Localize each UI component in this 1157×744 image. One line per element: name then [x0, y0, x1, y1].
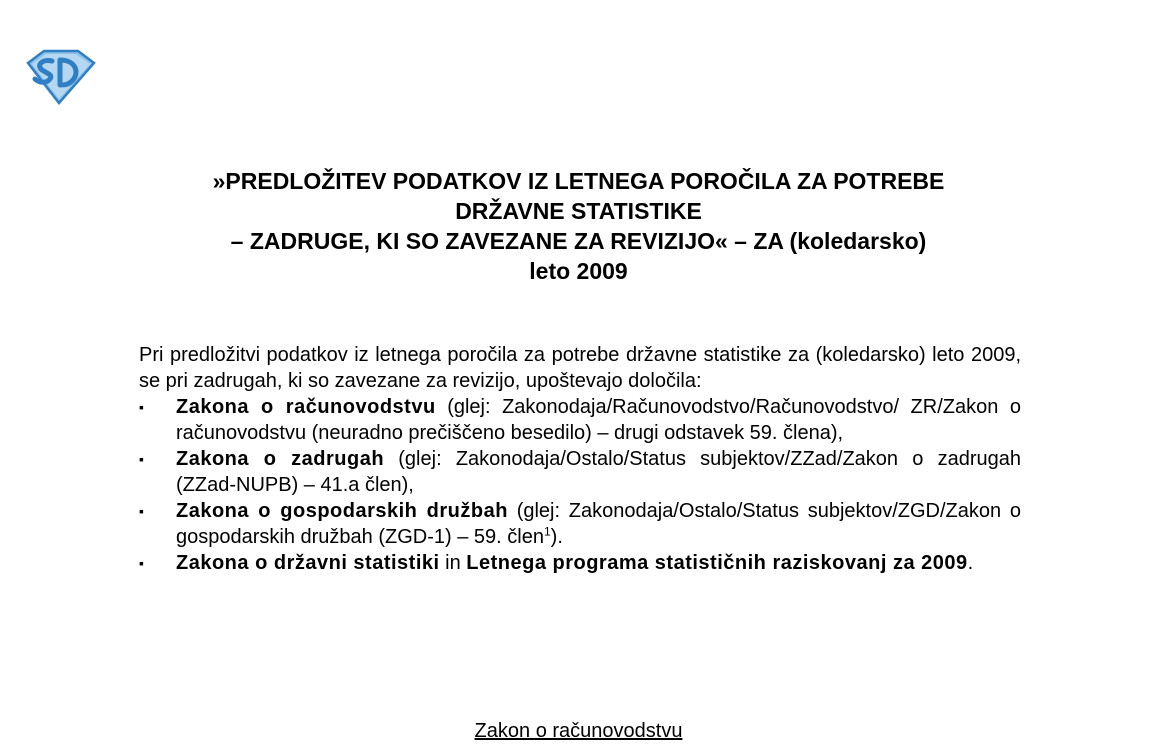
section-heading — [0, 718, 1157, 744]
intro-paragraph: Pri predložitvi podatkov iz letnega poročila za potrebe državne statistike za (koledarsko) leto 2009, se pri zadrugah, ki so zavezane za revizijo, upoštevajo določila: — [139, 344, 1021, 392]
connector-text: in — [439, 552, 467, 574]
law-name: Zakona o gospodarskih družbah — [176, 500, 508, 522]
list-item — [139, 394, 1021, 446]
title-line-3: – ZADRUGE, KI SO ZAVEZANE ZA REVIZIJO« – ZA (koledarsko) — [230, 228, 927, 254]
list-item — [139, 498, 1021, 550]
law-name: Zakona o zadrugah — [176, 448, 385, 470]
law-reference: (glej: Zakonodaja/Ostalo/Status subjektov/ZZad/Zakon o zadrugah (ZZad-NUPB) – 41.a člen), — [176, 448, 1021, 496]
list-item — [139, 550, 1021, 576]
footnote-marker[interactable]: 1 — [543, 524, 551, 539]
list-item — [139, 446, 1021, 498]
bullet-icon: ▪ — [139, 451, 144, 467]
title-line-2: DRŽAVNE STATISTIKE — [455, 198, 702, 224]
title-line-1: »PREDLOŽITEV PODATKOV IZ LETNEGA POROČILA ZA POTREBE — [212, 168, 945, 194]
bullet-icon: ▪ — [139, 399, 144, 415]
bullet-icon: ▪ — [139, 555, 144, 571]
section-link[interactable]: Zakon o računovodstvu — [474, 720, 683, 742]
document-body — [139, 342, 1021, 576]
law-reference: (glej: Zakonodaja/Ostalo/Status subjektov/ZGD/Zakon o gospodarskih družbah (ZGD-1) – 59. člen — [176, 500, 1022, 548]
bullet-icon: ▪ — [139, 503, 144, 519]
title-line-4: leto 2009 — [529, 258, 628, 284]
logo-icon — [22, 49, 96, 105]
law-reference-end: ). — [550, 526, 563, 548]
clause-end: . — [967, 552, 974, 574]
law-reference: (glej: Zakonodaja/Računovodstvo/Računovodstvo/ ZR/Zakon o računovodstvu (neuradno prečiščeno besedilo) – drugi odstavek 59. člena), — [176, 396, 1021, 444]
law-name-2: Letnega programa statističnih raziskovanj za 2009 — [466, 552, 968, 574]
clause-list — [139, 394, 1021, 576]
law-name: Zakona o računovodstvu — [176, 396, 436, 418]
document-title — [0, 166, 1157, 286]
law-name: Zakona o državni statistiki — [176, 552, 440, 574]
